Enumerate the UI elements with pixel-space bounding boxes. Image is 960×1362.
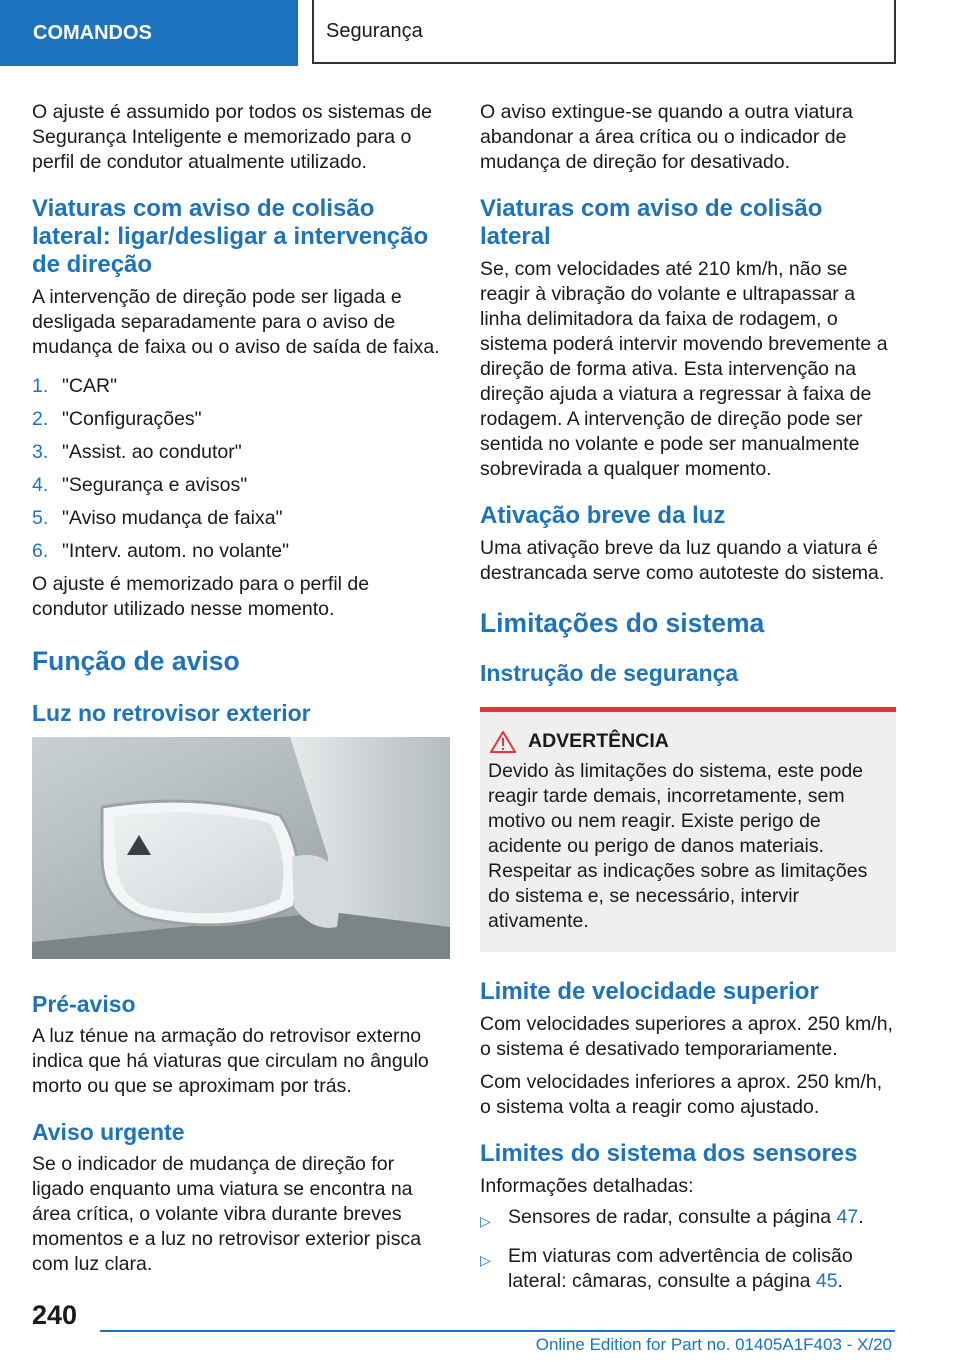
list-item xyxy=(32,440,450,465)
paragraph: Com velocidades inferiores a aprox. 250 km/h, o sistema volta a reagir como ajustado. xyxy=(480,1071,883,1118)
footer-edition: Online Edition for Part no. 01405A1F403 - X/20 xyxy=(535,1335,892,1354)
paragraph: O ajuste é assumido por todos os sistemas de Segurança Inteligente e memorizado para o perfil de condutor atualmente utilizado. xyxy=(32,101,432,173)
bullet-end: . xyxy=(858,1206,864,1228)
heading-urgent-warning: Aviso urgente xyxy=(32,1119,185,1145)
step-text: "Assist. ao condutor" xyxy=(62,441,242,463)
steps-list xyxy=(32,374,450,564)
paragraph: O aviso extingue-se quando a outra viatura abandonar a área crítica ou o indicador de mudança de direção for desativado. xyxy=(480,101,853,173)
bullet-end: . xyxy=(837,1270,843,1292)
step-number: 2. xyxy=(32,408,49,430)
list-item xyxy=(480,1205,896,1234)
paragraph: Com velocidades superiores a aprox. 250 km/h, o sistema é desativado temporariamente. xyxy=(480,1013,893,1060)
bullet-text: Sensores de radar, consulte a página xyxy=(508,1206,837,1228)
list-item xyxy=(480,1244,896,1294)
paragraph: Se o indicador de mudança de direção for ligado enquanto uma viatura se encontra na área crítica, o volante vibra durante breves momentos e a luz no retrovisor exterior pisca com luz clara. xyxy=(32,1153,422,1275)
paragraph: Uma ativação breve da luz quando a viatura é destrancada serve como autoteste do sistema. xyxy=(480,537,885,584)
heading-upper-speed-limit: Limite de velocidade superior xyxy=(480,978,819,1005)
page-link[interactable]: 47 xyxy=(836,1206,859,1228)
triangle-bullet-icon: ▷ xyxy=(480,1252,491,1268)
paragraph: Informações detalhadas: xyxy=(480,1175,694,1197)
step-text: "Interv. autom. no volante" xyxy=(62,540,290,562)
heading-sensor-limits: Limites do sistema dos sensores xyxy=(480,1140,858,1167)
step-number: 3. xyxy=(32,441,49,463)
list-item xyxy=(32,473,450,498)
heading-lateral-intervention: Viaturas com aviso de colisão lateral: ligar/desligar a intervenção de direção xyxy=(32,195,429,278)
step-text: "Segurança e avisos" xyxy=(62,474,248,496)
footer-divider xyxy=(100,1330,895,1332)
chapter-tab xyxy=(0,0,298,66)
left-column xyxy=(32,100,450,1277)
paragraph: O ajuste é memorizado para o perfil de condutor utilizado nesse momento. xyxy=(32,573,370,620)
paragraph: A luz ténue na armação do retrovisor externo indica que há viaturas que circulam no ângulo morto ou que se aproximam por trás. xyxy=(32,1025,429,1097)
section-title: Segurança xyxy=(326,19,423,42)
right-column xyxy=(480,100,896,1304)
list-item xyxy=(32,506,450,531)
list-item xyxy=(32,374,450,399)
paragraph: Se, com velocidades até 210 km/h, não se reagir à vibração do volante e ultrapassar a linha delimitadora da faixa de rodagem, o sistema poderá intervir movendo brevemente a direção de forma ativa. Esta intervenção na direção ajuda a viatura a regressar à faixa de rodagem. A intervenção de direção pode ser sentida no volante e pode ser manualmente sobrevirada a qualquer momento. xyxy=(480,258,888,480)
bullet-text: Em viaturas com advertência de colisão lateral: câmaras, consulte a página xyxy=(508,1245,853,1292)
heading-system-limitations: Limitações do sistema xyxy=(480,608,765,638)
warning-text: Devido às limitações do sistema, este pode reagir tarde demais, incorretamente, sem motivo ou nem reagir. Existe perigo de acidente ou perigo de danos materiais. Respeitar as indicações sobre as limitações do sistema e, se necessário, intervir ativamente. xyxy=(488,760,868,932)
heading-safety-instruction: Instrução de segurança xyxy=(480,660,739,686)
heading-pre-warning: Pré-aviso xyxy=(32,991,136,1017)
heading-warning-function: Função de aviso xyxy=(32,646,240,676)
heading-brief-activation: Ativação breve da luz xyxy=(480,502,726,529)
step-text: "CAR" xyxy=(62,375,118,397)
list-item xyxy=(32,407,450,432)
warning-triangle-icon xyxy=(490,731,516,753)
warning-box xyxy=(480,707,896,952)
list-item xyxy=(32,539,450,564)
triangle-bullet-icon: ▷ xyxy=(480,1213,491,1229)
mirror-illustration xyxy=(32,737,450,959)
sensor-list xyxy=(480,1205,896,1294)
chapter-title: COMANDOS xyxy=(33,21,152,44)
page-number: 240 xyxy=(32,1300,78,1330)
step-number: 1. xyxy=(32,375,49,397)
warning-title: ADVERTÊNCIA xyxy=(528,730,669,752)
step-number: 4. xyxy=(32,474,49,496)
heading-mirror-light: Luz no retrovisor exterior xyxy=(32,700,311,726)
paragraph: A intervenção de direção pode ser ligada e desligada separadamente para o aviso de mudança de faixa ou o aviso de saída de faixa. xyxy=(32,286,440,358)
step-number: 5. xyxy=(32,507,49,529)
page-link[interactable]: 45 xyxy=(815,1270,838,1292)
heading-lateral-collision: Viaturas com aviso de colisão lateral xyxy=(480,195,823,250)
step-text: "Configurações" xyxy=(62,408,202,430)
step-number: 6. xyxy=(32,540,49,562)
warning-title-row xyxy=(488,730,888,753)
section-header xyxy=(312,0,896,64)
step-text: "Aviso mudança de faixa" xyxy=(62,507,283,529)
